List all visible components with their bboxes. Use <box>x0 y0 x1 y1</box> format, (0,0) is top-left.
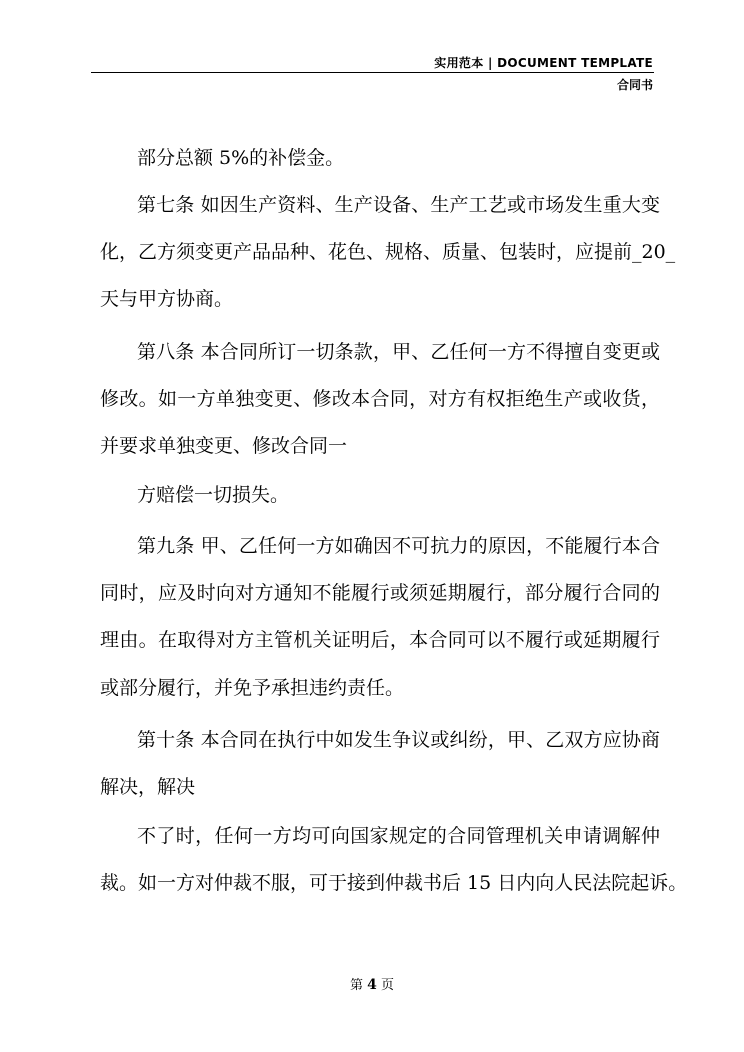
body-line: 化，乙方须变更产品品种、花色、规格、质量、包装时，应提前_20_ <box>100 241 676 263</box>
body-line: 天与甲方协商。 <box>100 288 234 310</box>
body-line: 裁。如一方对仲裁不服，可于接到仲裁书后 15 日内向人民法院起诉。 <box>100 872 688 894</box>
body-line: 不了时，任何一方均可向国家规定的合同管理机关申请调解仲 <box>137 825 660 847</box>
body-line: 或部分履行，并免予承担违约责任。 <box>100 677 405 699</box>
body-line: 同时，应及时向对方通知不能履行或须延期履行，部分履行合同的 <box>100 582 660 604</box>
body-line: 方赔偿一切损失。 <box>137 484 290 506</box>
body-line: 第九条 甲、乙任何一方如确因不可抗力的原因，不能履行本合 <box>137 535 660 557</box>
header-title: 实用范本 | DOCUMENT TEMPLATE <box>434 56 653 70</box>
header-divider <box>91 72 654 73</box>
body-line: 修改。如一方单独变更、修改本合同，对方有权拒绝生产或收货， <box>100 388 660 410</box>
footer-prefix: 第 <box>349 978 363 993</box>
body-line: 第八条 本合同所订一切条款，甲、乙任何一方不得擅自变更或 <box>137 341 660 363</box>
page-footer <box>0 974 744 993</box>
body-line: 解决，解决 <box>100 776 196 798</box>
body-line: 理由。在取得对方主管机关证明后，本合同可以不履行或延期履行 <box>100 629 660 651</box>
body-line: 第十条 本合同在执行中如发生争议或纠纷，甲、乙双方应协商 <box>137 729 660 751</box>
header-subtitle: 合同书 <box>616 78 653 92</box>
body-line: 部分总额 5%的补偿金。 <box>137 147 345 169</box>
page-number: 4 <box>367 977 377 993</box>
body-line: 并要求单独变更、修改合同一 <box>100 435 348 457</box>
body-line: 第七条 如因生产资料、生产设备、生产工艺或市场发生重大变 <box>137 194 660 216</box>
footer-suffix: 页 <box>381 978 395 993</box>
